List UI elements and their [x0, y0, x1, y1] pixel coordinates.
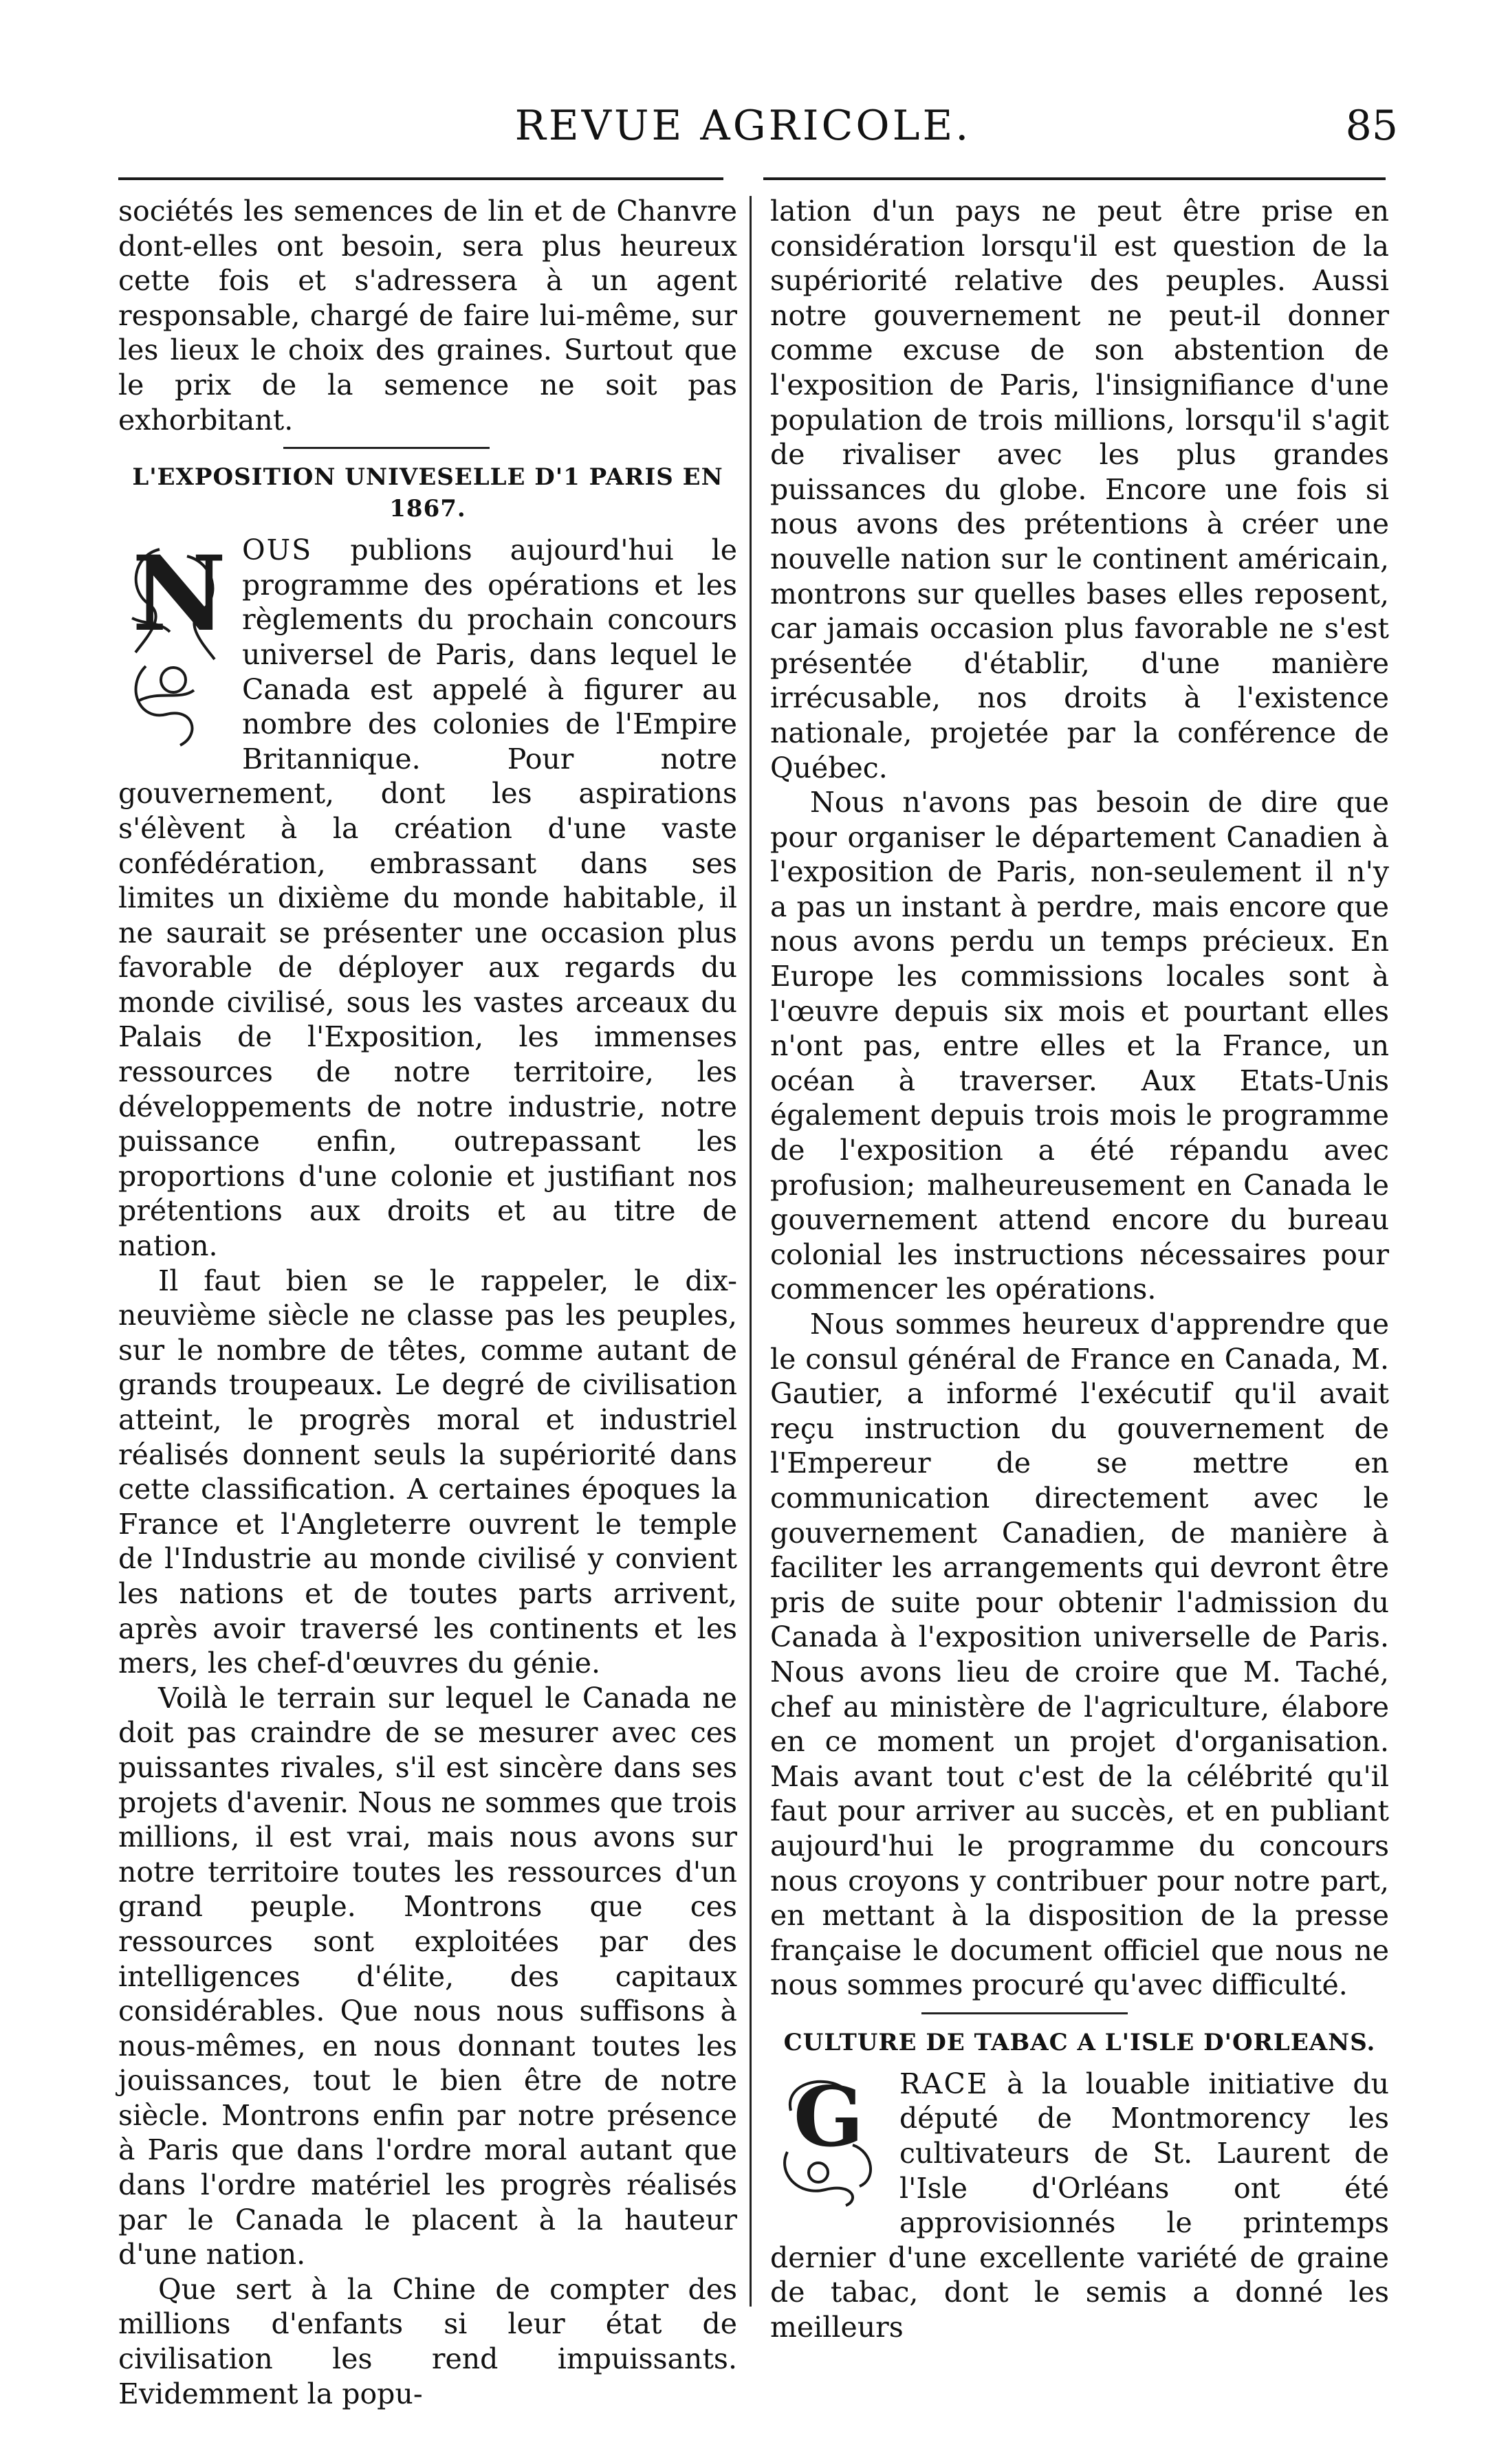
- right-paragraph-3: Nous sommes heureux d'apprendre que le consul général de France en Canada, M. Gautier, a informé l'exécutif qu'il avait reçu instruction du gouvernement de l'Empereur de se mettre en communication directement avec le gouvernement Canadien, de manière à faciliter les arrangements qui devront être pris de suite pour obtenir l'admission du Canada à l'exposition universelle de Paris. Nous avons lieu de croire que M. Taché, chef au ministère de l'agriculture, élabore en ce moment un projet d'organisation. Mais avant tout c'est de la célébrité qu'il faut pour arriver au succès, et en publiant aujourd'hui le programme du concours nous croyons y contribuer pour notre part, en mettant à la disposition de la presse française le document officiel que nous ne nous sommes procuré qu'avec difficulté.: [770, 1308, 1389, 2002]
- header-rule-left: [118, 177, 723, 180]
- column-divider: [750, 196, 752, 2307]
- page-number: 85: [1345, 102, 1398, 150]
- lead-word-ous: OUS: [242, 534, 313, 567]
- dropcap-letter-g: G: [793, 2068, 864, 2166]
- left-paragraph-2: publions aujourd'hui le programme des opérations et les règlements du prochain concours universel de Paris, dans lequel le Canada est appelé à figurer au nombre des colonies de l'Empire Britannique. Pour notre gouvernement, dont les aspirations s'élèvent à la création d'une vaste confédération, embrassant dans ses limites un dixième du monde habitable, il ne saurait se présenter une occasion plus favorable de déployer aux regards du monde civilisé, sous les vastes arceaux du Palais de l'Exposition, les immenses ressources de notre territoire, les développements de notre industrie, notre puissance enfin, outrepassant les proportions d'une colonie et justifiant nos prétentions aux droits et au titre de nation.: [118, 534, 737, 1263]
- right-column: [770, 194, 1389, 2345]
- dropcap-letter: N: [132, 534, 227, 655]
- left-column: [118, 194, 737, 2411]
- section-rule-2: [921, 2012, 1128, 2014]
- section-rule: [283, 447, 490, 449]
- left-paragraph-5: Que sert à la Chine de compter des millions d'enfants si leur état de civilisation les rend impuissants. Evidemment la popu-: [118, 2272, 737, 2410]
- page-header: [0, 0, 1486, 158]
- right-paragraph-4: à la louable initiative du député de Montmorency les cultivateurs de St. Laurent de l'Isle d'Orléans ont été approvisionnés le printemps dernier d'une excellente variété de graine de tabac, dont le semis a donné les meilleurs: [770, 2067, 1389, 2344]
- section-heading-tabac: CULTURE DE TABAC A L'ISLE D'ORLEANS.: [783, 2028, 1376, 2056]
- section-heading-exposition: L'EXPOSITION UNIVESELLE D'1 PARIS EN 1867.: [132, 463, 723, 523]
- ornamental-dropcap-n: [118, 536, 230, 754]
- left-paragraph-4: Voilà le terrain sur lequel le Canada ne doit pas craindre de se mesurer avec ces puissantes rivales, s'il est sincère dans ses projets d'avenir. Nous ne sommes que trois millions, il est vrai, mais nous avons sur notre territoire toutes les ressources d'un grand peuple. Montrons que ces ressources sont exploitées par des intelligences d'élite, des capitaux considérables. Que nous nous suffisons à nous-mêmes, en nous donnant toutes les jouissances, tout le bien être de notre siècle. Montrons enfin par notre présence à Paris que dans l'ordre moral autant que dans l'ordre matériel les progrès réalisés par le Canada le placent à la hauteur d'une nation.: [118, 1681, 737, 2272]
- right-paragraph-1: lation d'un pays ne peut être prise en considération lorsqu'il est question de la supériorité relative des peuples. Aussi notre gouvernement ne peut-il donner comme excuse de son abstention de l'exposition de Paris, l'insignifiance d'une population de trois millions, lorsqu'il s'agit de rivaliser avec les plus grandes puissances du globe. Encore une fois si nous avons des prétentions à créer une nouvelle nation sur le continent américain, montrons sur quelles bases elles reposent, car jamais occasion plus favorable ne s'est présentée d'établir, d'une manière irrécusable, nos droits à l'existence nationale, projetée par la conférence de Québec.: [770, 195, 1389, 784]
- left-paragraph-3: Il faut bien se le rappeler, le dix-neuvième siècle ne classe pas les peuples, sur le nombre de têtes, comme autant de grands troupeaux. Le degré de civilisation atteint, le progrès moral et industriel réalisés donnent seuls la supériorité dans cette classification. A certaines époques la France et l'Angleterre ouvrent le temple de l'Industrie au monde civilisé y convient les nations et de toutes parts arrivent, après avoir traversé les continents et les mers, les chef-d'œuvres du génie.: [118, 1264, 737, 1680]
- ornamental-dropcap-g: [770, 2069, 887, 2207]
- right-paragraph-2: Nous n'avons pas besoin de dire que pour organiser le département Canadien à l'exposition de Paris, non-seulement il n'y a pas un instant à perdre, mais encore que nous avons perdu un temps précieux. En Europe les commissions locales sont à l'œuvre depuis six mois et pourtant elles n'ont pas, entre elles et la France, un océan à traverser. Aux Etats-Unis également depuis trois mois le programme de l'exposition a été répandu avec profusion; malheureusement en Canada le gouvernement attend encore du bureau colonial les instructions nécessaires pour commencer les opérations.: [770, 786, 1389, 1306]
- left-paragraph-1: sociétés les semences de lin et de Chanvre dont-elles ont besoin, sera plus heureux cette fois et s'adressera à un agent responsable, chargé de faire lui-même, sur les lieux le choix des graines. Surtout que le prix de la semence ne soit pas exhorbitant.: [118, 195, 737, 437]
- header-rule-right: [763, 177, 1386, 180]
- lead-word-race: RACE: [899, 2067, 989, 2100]
- running-title: REVUE AGRICOLE.: [514, 102, 972, 150]
